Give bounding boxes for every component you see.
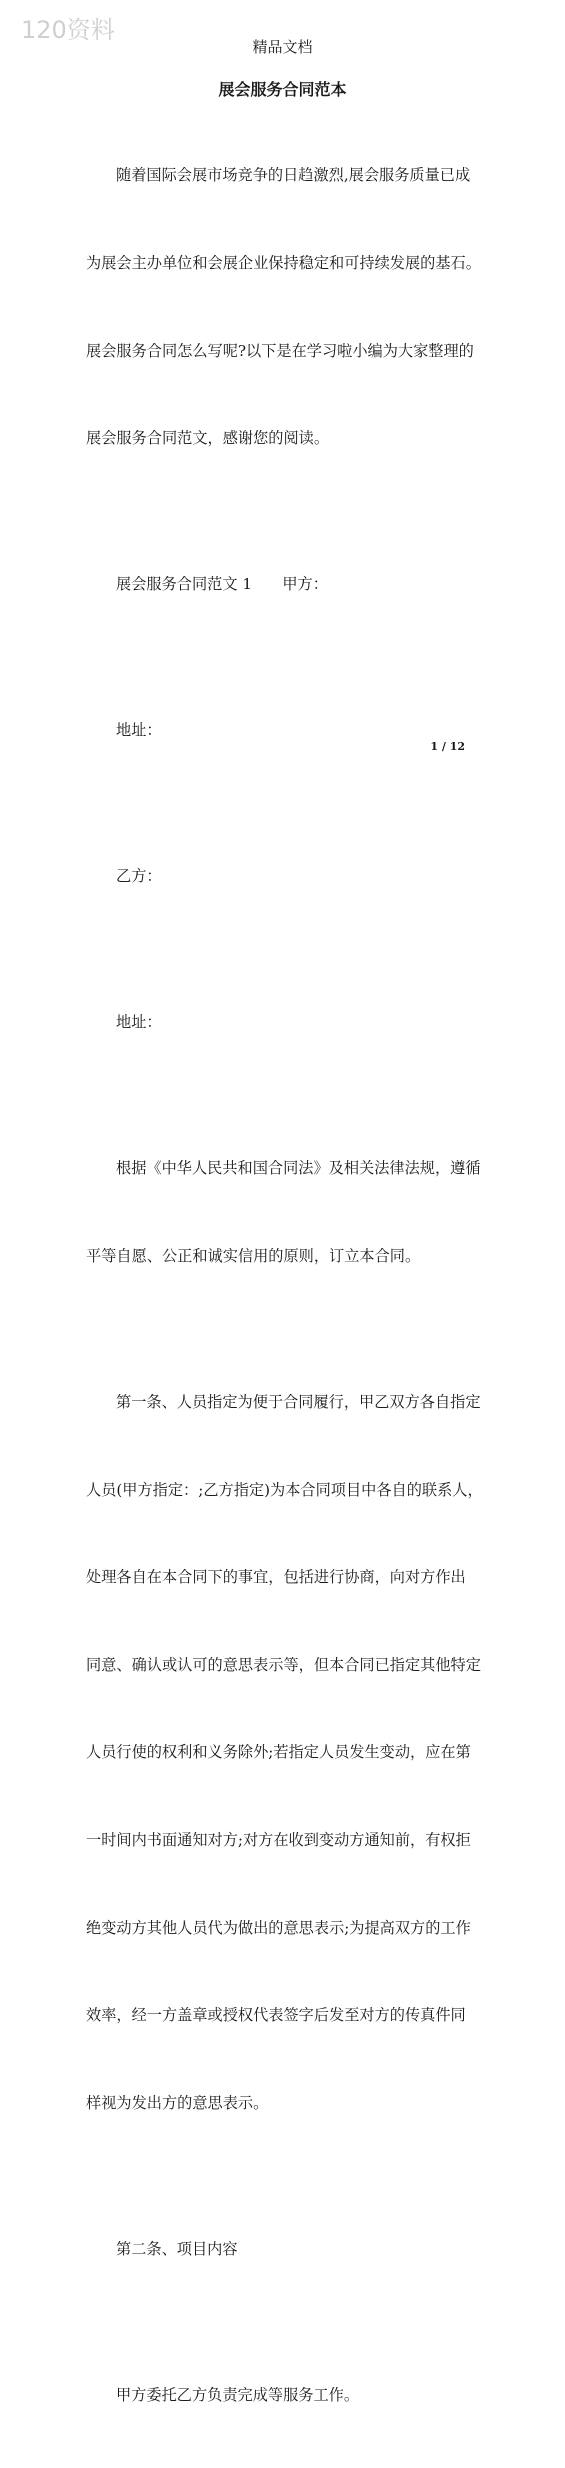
text-line: 第二条、项目内容 (116, 2239, 238, 2258)
text-line: 随着国际会展市场竞争的日趋激烈,展会服务质量已成 (116, 166, 471, 185)
paragraph-legal-basis (86, 1096, 488, 1330)
document-title: 展会服务合同范本 (218, 80, 347, 99)
paragraph-party-b (86, 804, 488, 950)
document-body (86, 103, 488, 2468)
text-line: 地址： (116, 721, 162, 740)
page-header: 精品文档 (252, 38, 313, 56)
text-line: 效率，经一方盖章或授权代表签字后发至对方的传真件同 (86, 2006, 466, 2025)
paragraph-article-2-heading (86, 2176, 488, 2322)
text-line: 第一条、人员指定为便于合同履行，甲乙双方各自指定 (116, 1392, 481, 1411)
text-line: 一时间内书面通知对方;对方在收到变动方通知前，有权拒 (86, 1830, 471, 1849)
paragraph-article-2-content (86, 2322, 488, 2468)
text-line: 人员行使的权利和义务除外;若指定人员发生变动，应在第 (86, 1743, 471, 1762)
text-line: 展会服务合同怎么写呢?以下是在学习啦小编为大家整理的 (86, 341, 474, 360)
text-line: 为展会主办单位和会展企业保持稳定和可持续发展的基石。 (86, 254, 481, 273)
text-line: 展会服务合同范文 1 甲方： (116, 575, 328, 594)
text-line: 人员(甲方指定：;乙方指定)为本合同项目中各自的联系人， (86, 1480, 483, 1499)
text-line: 绝变动方其他人员代为做出的意思表示;为提高双方的工作 (86, 1918, 471, 1937)
page-number: 1 / 12 (430, 740, 465, 753)
text-line: 根据《中华人民共和国合同法》及相关法律法规，遵循 (116, 1159, 481, 1178)
text-line: 展会服务合同范文，感谢您的阅读。 (86, 429, 329, 448)
text-line: 同意、确认或认可的意思表示等，但本合同已指定其他特定 (86, 1655, 481, 1674)
text-line: 乙方： (116, 867, 162, 886)
paragraph-sample-heading (86, 512, 488, 658)
text-line: 样视为发出方的意思表示。 (86, 2093, 269, 2112)
text-line: 平等自愿、公正和诚实信用的原则，订立本合同。 (86, 1246, 421, 1265)
text-line: 甲方委托乙方负责完成等服务工作。 (116, 2385, 359, 2404)
paragraph-intro (86, 103, 488, 512)
text-line: 地址： (116, 1013, 162, 1032)
paragraph-article-1 (86, 1330, 488, 2177)
watermark: 120资料 (21, 16, 115, 44)
text-line: 处理各自在本合同下的事宜，包括进行协商，向对方作出 (86, 1568, 466, 1587)
paragraph-address-a (86, 658, 488, 804)
paragraph-address-b (86, 950, 488, 1096)
